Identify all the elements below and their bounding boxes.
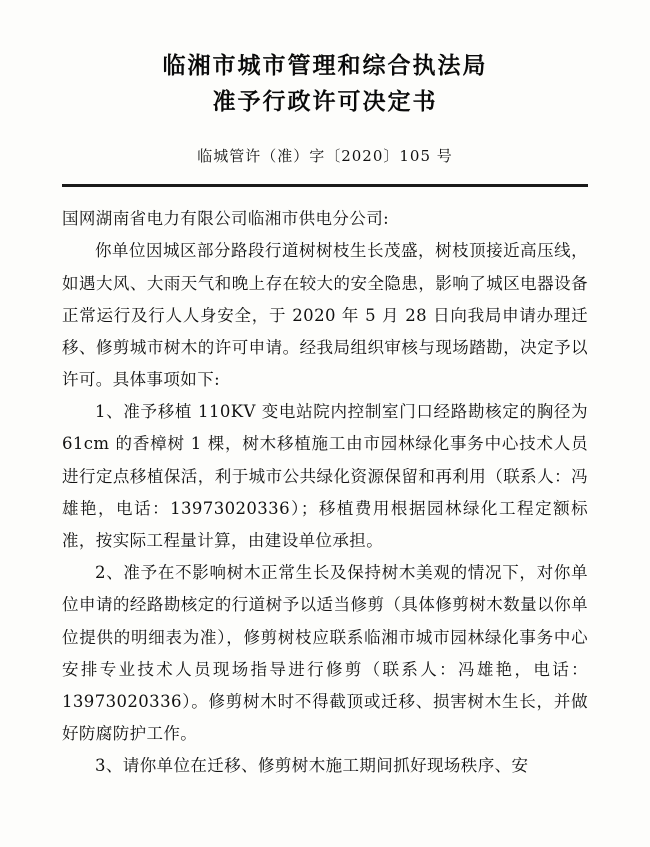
page-title-line-1: 临湘市城市管理和综合执法局 [162,52,488,79]
header-divider [62,184,588,187]
body-paragraph-4: 3、请你单位在迁移、修剪树木施工期间抓好现场秩序、安 [95,756,529,776]
page-title-line-2: 准予行政许可决定书 [212,87,438,115]
body-paragraph-2: 1、准予移植 110KV 变电站院内控制室门口经路勘核定的胸径为 61cm 的香樟树 1 棵，树木移植施工由市园林绿化事务中心技术人员进行定点移植保活，利于城市公共绿化资源保留和再利用（联系人：冯雄艳，电话：13973020336）；移植费用根据园林绿化工程定额标准，按实际工程量计算，由建设单位承担。 [62,402,588,550]
document-body [62,203,588,782]
document-title-block [62,0,588,119]
recipient-line: 国网湖南省电力有限公司临湘市供电分公司: [62,209,390,229]
document-number: 临城管许（准）字〔2020〕105 号 [197,147,453,166]
body-paragraph-3: 2、准予在不影响树木正常生长及保持树木美观的情况下，对你单位申请的经路勘核定的行道树予以适当修剪（具体修剪树木数量以你单位提供的明细表为准），修剪树枝应联系临湘市城市园林绿化事务中心安排专业技术人员现场指导进行修剪（联系人：冯雄艳，电话：13973020336）。修剪树木时不得截顶或迁移、损害树木生长，并做好防腐防护工作。 [62,563,588,744]
body-paragraph-1: 你单位因城区部分路段行道树树枝生长茂盛，树枝顶接近高压线，如遇大风、大雨天气和晚上存在较大的安全隐患，影响了城区电器设备正常运行及行人人身安全，于 2020 年 5 月 28 日向我局申请办理迁移、修剪城市树木的许可申请。经我局组织审核与现场踏勘，决定予以许可。具体事项如下: [62,241,588,390]
